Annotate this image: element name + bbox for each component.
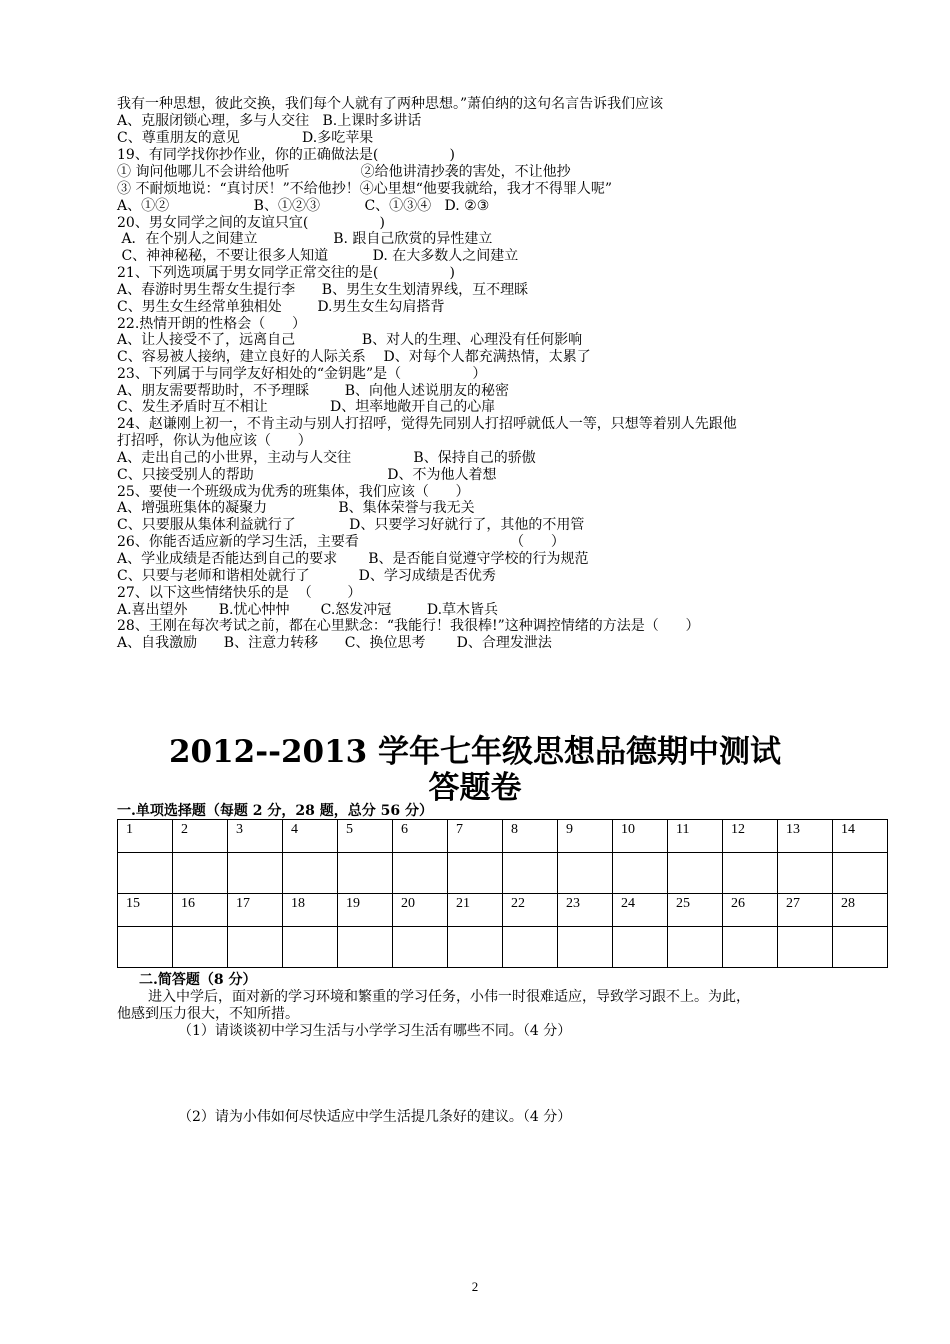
question-line: 19、有同学找你抄作业，你的正确做法是( ): [117, 147, 455, 163]
answer-number-cell: 14: [833, 820, 888, 853]
question-line: 22.热情开朗的性格会（ ）: [117, 316, 306, 332]
question-line: 25、要使一个班级成为优秀的班集体，我们应该（ ）: [117, 484, 470, 500]
question-line: A、学业成绩是否能达到自己的要求 B、是否能自觉遵守学校的行为规范: [117, 551, 589, 567]
question-line: A、克服闭锁心理，多与人交往 B.上课时多讲话: [117, 113, 422, 129]
answer-cell[interactable]: [778, 927, 833, 968]
answer-number-cell: 19: [338, 894, 393, 927]
answer-cell[interactable]: [448, 927, 503, 968]
question-line: A、①② B、①②③ C、①③④ D. ②③: [117, 198, 490, 214]
section1-heading: 一.单项选择题（每题 2 分，28 题，总分 56 分）: [117, 803, 433, 819]
answer-number-cell: 15: [118, 894, 173, 927]
section2-question-2: （2）请为小伟如何尽快适应中学生活提几条好的建议。（4 分）: [178, 1109, 572, 1125]
answer-cell[interactable]: [228, 853, 283, 894]
answer-cell[interactable]: [723, 927, 778, 968]
answer-number-cell: 21: [448, 894, 503, 927]
answer-number-cell: 6: [393, 820, 448, 853]
answer-cell[interactable]: [668, 927, 723, 968]
question-line: 24、赵谦刚上初一，不肯主动与别人打招呼，觉得先同别人打招呼就低人一等，只想等着别人先跟他: [117, 416, 737, 432]
answer-cell[interactable]: [668, 853, 723, 894]
question-line: C、只接受别人的帮助 D、不为他人着想: [117, 467, 497, 483]
question-line: 21、下列选项属于男女同学正常交往的是( ): [117, 265, 455, 281]
answer-number-cell: 27: [778, 894, 833, 927]
answer-cell[interactable]: [778, 853, 833, 894]
section2-text: 进入中学后，面对新的学习环境和繁重的学习任务，小伟一时很难适应，导致学习跟不上。为此，: [148, 989, 750, 1005]
question-line: C、只要与老师和谐相处就行了 D、学习成绩是否优秀: [117, 568, 496, 584]
answer-blank-row: [118, 853, 888, 894]
answer-number-cell: 20: [393, 894, 448, 927]
question-line: A、朋友需要帮助时，不予理睬 B、向他人述说朋友的秘密: [117, 383, 509, 399]
question-line: C、只要服从集体利益就行了 D、只要学习好就行了，其他的不用管: [117, 517, 585, 533]
answer-cell[interactable]: [723, 853, 778, 894]
page-number: 2: [471, 1279, 479, 1294]
question-line: C、容易被人接纳，建立良好的人际关系 D、对每个人都充满热情，太累了: [117, 349, 591, 365]
question-line: A、春游时男生帮女生提行李 B、男生女生划清界线，互不理睬: [117, 282, 529, 298]
question-line: ③ 不耐烦地说：“真讨厌！”不给他抄！④心里想“他要我就给，我才不得罪人呢”: [117, 181, 613, 197]
question-line: A、让人接受不了，远离自己 B、对人的生理、心理没有任何影响: [117, 332, 583, 348]
answer-number-cell: 3: [228, 820, 283, 853]
answer-cell[interactable]: [173, 927, 228, 968]
question-line: A、自我激励 B、注意力转移 C、换位思考 D、合理发泄法: [117, 635, 552, 651]
answer-number-cell: 8: [503, 820, 558, 853]
answer-number-cell: 10: [613, 820, 668, 853]
answer-blank-row: [118, 927, 888, 968]
question-line: 28、王刚在每次考试之前，都在心里默念：“我能行！我很棒!”这种调控情绪的方法是（ ）: [117, 618, 700, 634]
question-line: A.喜出望外 B.忧心忡忡 C.怒发冲冠 D.草木皆兵: [117, 602, 499, 618]
answer-cell[interactable]: [833, 853, 888, 894]
question-line: 26、你能否适应新的学习生活，主要看 （ ）: [117, 534, 565, 550]
answer-number-cell: 4: [283, 820, 338, 853]
answer-number-row: [118, 894, 888, 927]
answer-grid: [117, 819, 888, 968]
answer-number-cell: 17: [228, 894, 283, 927]
answer-cell[interactable]: [393, 927, 448, 968]
answer-cell[interactable]: [558, 927, 613, 968]
answer-number-cell: 5: [338, 820, 393, 853]
answer-cell[interactable]: [833, 927, 888, 968]
answer-cell[interactable]: [118, 853, 173, 894]
answer-number-cell: 1: [118, 820, 173, 853]
question-line: ① 询问他哪儿不会讲给他听 ②给他讲清抄袭的害处，不让他抄: [117, 164, 571, 180]
answer-number-cell: 26: [723, 894, 778, 927]
answer-number-cell: 23: [558, 894, 613, 927]
answer-number-cell: 22: [503, 894, 558, 927]
question-line: C、尊重朋友的意见 D.多吃苹果: [117, 130, 374, 146]
exam-subtitle: 答题卷: [428, 770, 522, 806]
answer-number-cell: 12: [723, 820, 778, 853]
answer-cell[interactable]: [613, 927, 668, 968]
answer-number-cell: 25: [668, 894, 723, 927]
section2-question-1: （1）请谈谈初中学习生活与小学学习生活有哪些不同。（4 分）: [178, 1023, 572, 1039]
answer-cell[interactable]: [503, 927, 558, 968]
question-line: 23、下列属于与同学友好相处的“金钥匙”是（ ）: [117, 366, 487, 382]
question-line: C、发生矛盾时互不相让 D、坦率地敞开自己的心扉: [117, 399, 496, 415]
answer-number-cell: 24: [613, 894, 668, 927]
question-line: 打招呼，你认为他应该（ ）: [117, 433, 312, 449]
answer-cell[interactable]: [283, 927, 338, 968]
answer-cell[interactable]: [283, 853, 338, 894]
answer-number-cell: 2: [173, 820, 228, 853]
answer-cell[interactable]: [118, 927, 173, 968]
section2-text: 他感到压力很大，不知所措。: [117, 1006, 299, 1022]
answer-number-cell: 7: [448, 820, 503, 853]
answer-number-cell: 16: [173, 894, 228, 927]
answer-cell[interactable]: [558, 853, 613, 894]
question-line: 我有一种思想，彼此交换，我们每个人就有了两种思想。”萧伯纳的这句名言告诉我们应该: [117, 96, 664, 112]
answer-cell[interactable]: [393, 853, 448, 894]
question-line: 20、男女同学之间的友谊只宜( ): [117, 215, 385, 231]
question-line: A、走出自己的小世界，主动与人交往 B、保持自己的骄傲: [117, 450, 536, 466]
answer-number-cell: 9: [558, 820, 613, 853]
answer-cell[interactable]: [228, 927, 283, 968]
exam-title: 2012--2013 学年七年级思想品德期中测试: [168, 734, 782, 770]
answer-cell[interactable]: [613, 853, 668, 894]
answer-number-cell: 11: [668, 820, 723, 853]
answer-cell[interactable]: [338, 927, 393, 968]
question-line: 27、以下这些情绪快乐的是 （ ）: [117, 585, 362, 601]
answer-number-cell: 28: [833, 894, 888, 927]
question-line: A．在个别人之间建立 B. 跟自己欣赏的异性建立: [117, 231, 493, 247]
answer-number-row: [118, 820, 888, 853]
section2-heading: 二.简答题（8 分）: [139, 972, 257, 988]
answer-number-cell: 18: [283, 894, 338, 927]
question-line: C、男生女生经常单独相处 D.男生女生勾肩搭背: [117, 299, 445, 315]
answer-number-cell: 13: [778, 820, 833, 853]
answer-cell[interactable]: [503, 853, 558, 894]
answer-cell[interactable]: [338, 853, 393, 894]
question-line: A、增强班集体的凝聚力 B、集体荣誉与我无关: [117, 500, 475, 516]
answer-cell[interactable]: [173, 853, 228, 894]
question-line: C、神神秘秘，不要让很多人知道 D. 在大多数人之间建立: [117, 248, 519, 264]
answer-cell[interactable]: [448, 853, 503, 894]
